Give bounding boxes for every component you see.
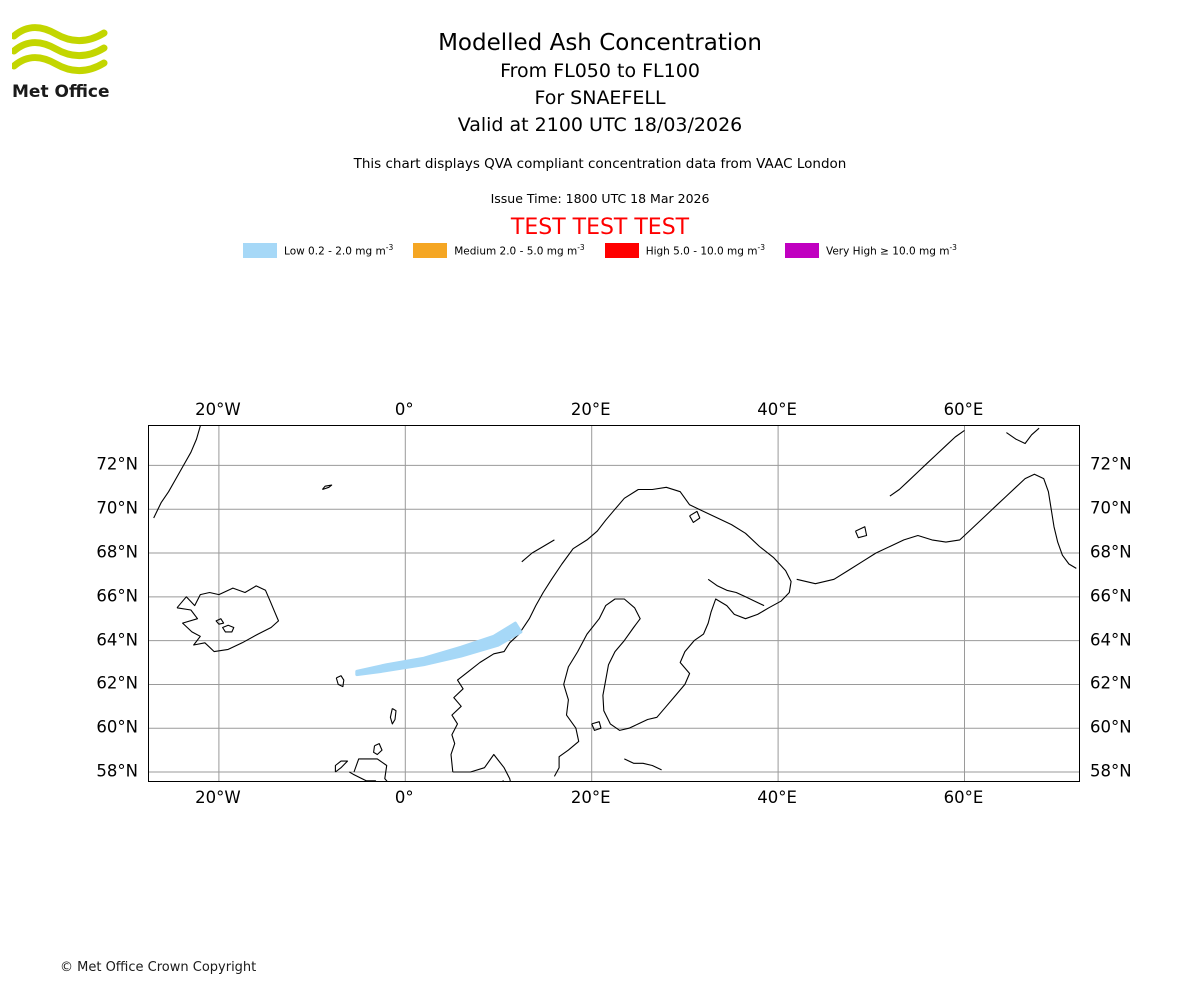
lat-tick-label: 66°N <box>1090 586 1132 606</box>
lat-tick-label: 58°N <box>96 761 138 781</box>
lat-tick-label: 60°N <box>96 717 138 737</box>
lat-tick-label: 68°N <box>1090 542 1132 562</box>
lon-tick-label: 40°E <box>757 788 797 807</box>
copyright-notice: © Met Office Crown Copyright <box>60 960 257 975</box>
legend-swatch-very-high <box>785 243 819 258</box>
lat-tick-label: 70°N <box>1090 498 1132 518</box>
title-line-4: Valid at 2100 UTC 18/03/2026 <box>457 114 743 136</box>
legend-label-low: Low 0.2 - 2.0 mg $m^{-3}$ <box>284 243 394 258</box>
lon-tick-label: 60°E <box>943 400 984 419</box>
lat-tick-label: 70°N <box>96 498 138 518</box>
ash-concentration-map <box>96 400 1132 807</box>
lat-tick-label: 64°N <box>1090 630 1132 650</box>
concentration-legend <box>0 243 1200 258</box>
met-office-logo-text: Met Office <box>12 82 110 102</box>
legend-item-medium <box>413 243 584 258</box>
test-banner: TEST TEST TEST <box>510 215 690 240</box>
title-line-2: From FL050 to FL100 <box>500 60 700 82</box>
lat-tick-label: 66°N <box>96 586 138 606</box>
ash-plume-low <box>357 623 521 675</box>
chart-subtitle: This chart displays QVA compliant concentration data from VAAC London <box>353 156 847 172</box>
lon-tick-label: 60°E <box>943 788 984 807</box>
lat-tick-label: 72°N <box>1090 454 1132 474</box>
lat-tick-label: 62°N <box>1090 673 1132 693</box>
map-canvas <box>149 426 1080 782</box>
lat-tick-label: 58°N <box>1090 761 1132 781</box>
issue-time: Issue Time: 1800 UTC 18 Mar 2026 <box>490 191 710 206</box>
lat-tick-label: 64°N <box>96 630 138 650</box>
legend-item-high <box>605 243 765 258</box>
title-line-3: For SNAEFELL <box>534 87 666 109</box>
page-title <box>0 28 1200 139</box>
legend-swatch-low <box>243 243 277 258</box>
lon-tick-label: 40°E <box>757 400 797 419</box>
legend-swatch-medium <box>413 243 447 258</box>
legend-item-low <box>243 243 393 258</box>
map-gridlines <box>149 426 1080 782</box>
legend-label-very-high: Very High ≥ 10.0 mg $m^{-3}$ <box>825 243 957 258</box>
lat-tick-label: 72°N <box>96 454 138 474</box>
legend-label-high: High 5.0 - 10.0 mg $m^{-3}$ <box>645 243 765 258</box>
legend-item-very-high <box>785 243 957 258</box>
lat-tick-label: 60°N <box>1090 717 1132 737</box>
lon-tick-label: 0° <box>394 400 414 419</box>
lon-tick-label: 20°E <box>570 788 611 807</box>
map-plot-area <box>148 425 1080 782</box>
lon-tick-label: 20°W <box>195 788 241 807</box>
lat-tick-label: 68°N <box>96 542 138 562</box>
lon-tick-label: 20°E <box>570 400 611 419</box>
lat-tick-label: 62°N <box>96 673 138 693</box>
legend-label-medium: Medium 2.0 - 5.0 mg $m^{-3}$ <box>454 243 585 258</box>
lon-tick-label: 20°W <box>195 400 241 419</box>
title-line-1: Modelled Ash Concentration <box>438 30 762 56</box>
legend-swatch-high <box>605 243 639 258</box>
lon-tick-label: 0° <box>394 788 414 807</box>
